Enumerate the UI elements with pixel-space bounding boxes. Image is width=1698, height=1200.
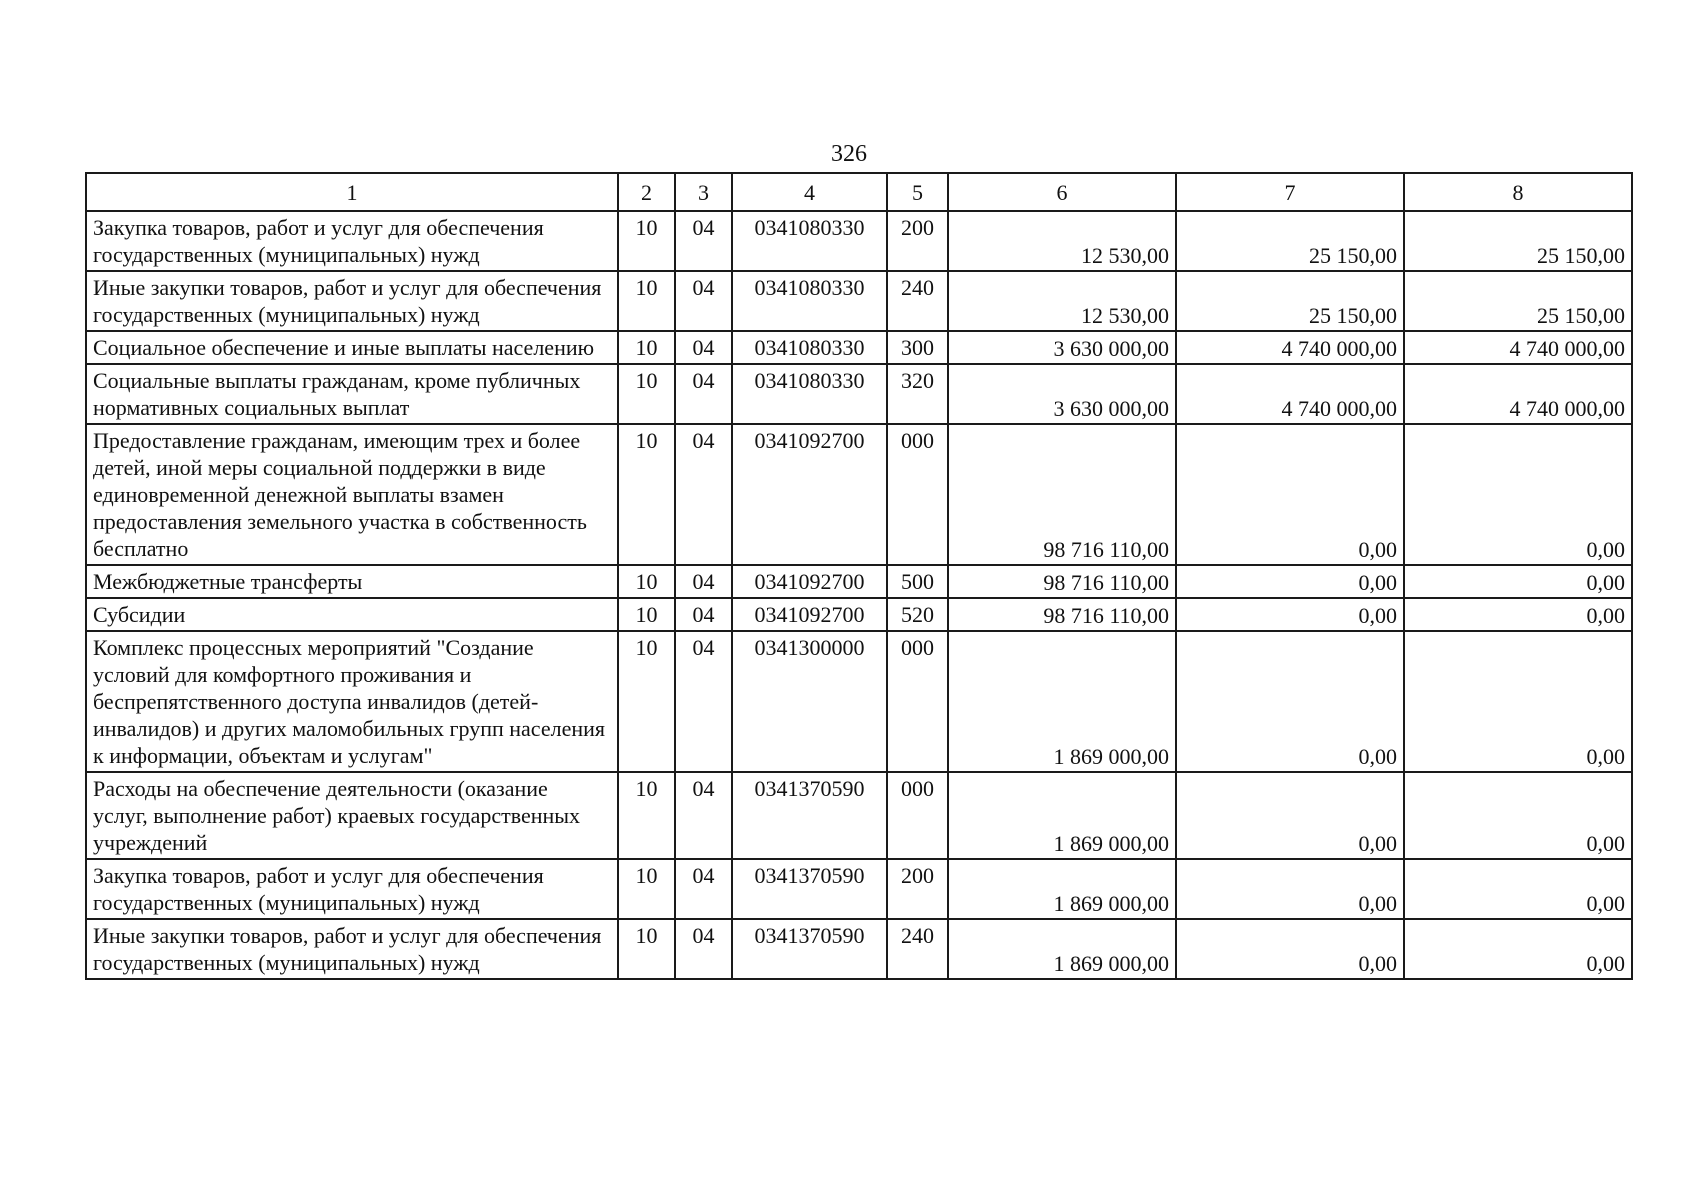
subsection-code-cell: 04 xyxy=(675,919,732,979)
target-article-code-cell: 0341092700 xyxy=(732,424,887,565)
amount-cell-col8: 0,00 xyxy=(1404,772,1632,859)
row-name-cell: Иные закупки товаров, работ и услуг для обеспечения государственных (муниципальных) нужд xyxy=(86,271,618,331)
table-row xyxy=(86,331,1632,364)
section-code-cell: 10 xyxy=(618,859,675,919)
subsection-code-cell: 04 xyxy=(675,424,732,565)
row-name-cell: Социальные выплаты гражданам, кроме публичных нормативных социальных выплат xyxy=(86,364,618,424)
subsection-code-cell: 04 xyxy=(675,631,732,772)
table-row xyxy=(86,919,1632,979)
amount-cell-col7: 0,00 xyxy=(1176,631,1404,772)
amount-cell-col8: 0,00 xyxy=(1404,424,1632,565)
table-row xyxy=(86,598,1632,631)
expense-type-code-cell: 200 xyxy=(887,859,948,919)
table-header xyxy=(86,173,1632,211)
row-name-cell: Комплекс процессных мероприятий "Создание условий для комфортного проживания и беспрепятственного доступа инвалидов (детей-инвалидов) и других маломобильных групп населения к информации, объектам и услугам" xyxy=(86,631,618,772)
amount-cell-col6: 98 716 110,00 xyxy=(948,598,1176,631)
target-article-code-cell: 0341080330 xyxy=(732,364,887,424)
amount-cell-col7: 25 150,00 xyxy=(1176,211,1404,271)
amount-cell-col6: 98 716 110,00 xyxy=(948,424,1176,565)
amount-cell-col7: 0,00 xyxy=(1176,772,1404,859)
subsection-code-cell: 04 xyxy=(675,364,732,424)
row-name-cell: Социальное обеспечение и иные выплаты населению xyxy=(86,331,618,364)
amount-cell-col8: 0,00 xyxy=(1404,859,1632,919)
table-row xyxy=(86,211,1632,271)
amount-cell-col7: 0,00 xyxy=(1176,919,1404,979)
amount-cell-col8: 25 150,00 xyxy=(1404,271,1632,331)
subsection-code-cell: 04 xyxy=(675,859,732,919)
subsection-code-cell: 04 xyxy=(675,598,732,631)
table-row xyxy=(86,772,1632,859)
section-code-cell: 10 xyxy=(618,331,675,364)
target-article-code-cell: 0341092700 xyxy=(732,565,887,598)
row-name-cell: Закупка товаров, работ и услуг для обеспечения государственных (муниципальных) нужд xyxy=(86,211,618,271)
expense-type-code-cell: 000 xyxy=(887,631,948,772)
expense-type-code-cell: 520 xyxy=(887,598,948,631)
expense-type-code-cell: 500 xyxy=(887,565,948,598)
target-article-code-cell: 0341370590 xyxy=(732,859,887,919)
expense-type-code-cell: 240 xyxy=(887,919,948,979)
subsection-code-cell: 04 xyxy=(675,565,732,598)
amount-cell-col8: 0,00 xyxy=(1404,565,1632,598)
target-article-code-cell: 0341092700 xyxy=(732,598,887,631)
section-code-cell: 10 xyxy=(618,772,675,859)
section-code-cell: 10 xyxy=(618,565,675,598)
column-header-5: 5 xyxy=(887,173,948,211)
amount-cell-col6: 12 530,00 xyxy=(948,211,1176,271)
section-code-cell: 10 xyxy=(618,424,675,565)
amount-cell-col7: 0,00 xyxy=(1176,424,1404,565)
subsection-code-cell: 04 xyxy=(675,772,732,859)
expense-type-code-cell: 240 xyxy=(887,271,948,331)
row-name-cell: Субсидии xyxy=(86,598,618,631)
column-header-6: 6 xyxy=(948,173,1176,211)
expense-type-code-cell: 200 xyxy=(887,211,948,271)
amount-cell-col8: 0,00 xyxy=(1404,919,1632,979)
row-name-cell: Расходы на обеспечение деятельности (оказание услуг, выполнение работ) краевых государственных учреждений xyxy=(86,772,618,859)
section-code-cell: 10 xyxy=(618,211,675,271)
amount-cell-col6: 12 530,00 xyxy=(948,271,1176,331)
amount-cell-col7: 25 150,00 xyxy=(1176,271,1404,331)
section-code-cell: 10 xyxy=(618,271,675,331)
budget-table xyxy=(85,172,1633,980)
column-header-8: 8 xyxy=(1404,173,1632,211)
target-article-code-cell: 0341080330 xyxy=(732,331,887,364)
table-row xyxy=(86,859,1632,919)
column-header-1: 1 xyxy=(86,173,618,211)
expense-type-code-cell: 300 xyxy=(887,331,948,364)
amount-cell-col6: 1 869 000,00 xyxy=(948,631,1176,772)
page-number: 326 xyxy=(831,141,867,167)
subsection-code-cell: 04 xyxy=(675,211,732,271)
section-code-cell: 10 xyxy=(618,631,675,772)
subsection-code-cell: 04 xyxy=(675,271,732,331)
amount-cell-col7: 0,00 xyxy=(1176,565,1404,598)
target-article-code-cell: 0341080330 xyxy=(732,271,887,331)
expense-type-code-cell: 000 xyxy=(887,424,948,565)
amount-cell-col8: 4 740 000,00 xyxy=(1404,364,1632,424)
row-name-cell: Закупка товаров, работ и услуг для обеспечения государственных (муниципальных) нужд xyxy=(86,859,618,919)
target-article-code-cell: 0341300000 xyxy=(732,631,887,772)
amount-cell-col7: 0,00 xyxy=(1176,859,1404,919)
amount-cell-col8: 25 150,00 xyxy=(1404,211,1632,271)
row-name-cell: Межбюджетные трансферты xyxy=(86,565,618,598)
expense-type-code-cell: 320 xyxy=(887,364,948,424)
target-article-code-cell: 0341370590 xyxy=(732,919,887,979)
section-code-cell: 10 xyxy=(618,919,675,979)
table-row xyxy=(86,631,1632,772)
amount-cell-col6: 3 630 000,00 xyxy=(948,331,1176,364)
column-header-2: 2 xyxy=(618,173,675,211)
amount-cell-col8: 0,00 xyxy=(1404,598,1632,631)
table-row xyxy=(86,271,1632,331)
table-body xyxy=(86,211,1632,979)
subsection-code-cell: 04 xyxy=(675,331,732,364)
column-header-3: 3 xyxy=(675,173,732,211)
table-row xyxy=(86,565,1632,598)
amount-cell-col7: 4 740 000,00 xyxy=(1176,331,1404,364)
table-row xyxy=(86,424,1632,565)
amount-cell-col8: 0,00 xyxy=(1404,631,1632,772)
column-header-7: 7 xyxy=(1176,173,1404,211)
column-header-4: 4 xyxy=(732,173,887,211)
target-article-code-cell: 0341080330 xyxy=(732,211,887,271)
amount-cell-col6: 1 869 000,00 xyxy=(948,772,1176,859)
row-name-cell: Иные закупки товаров, работ и услуг для обеспечения государственных (муниципальных) нужд xyxy=(86,919,618,979)
amount-cell-col6: 3 630 000,00 xyxy=(948,364,1176,424)
amount-cell-col6: 98 716 110,00 xyxy=(948,565,1176,598)
row-name-cell: Предоставление гражданам, имеющим трех и более детей, иной меры социальной поддержки в виде единовременной денежной выплаты взамен предоставления земельного участка в собственность бесплатно xyxy=(86,424,618,565)
amount-cell-col6: 1 869 000,00 xyxy=(948,859,1176,919)
amount-cell-col7: 0,00 xyxy=(1176,598,1404,631)
section-code-cell: 10 xyxy=(618,364,675,424)
expense-type-code-cell: 000 xyxy=(887,772,948,859)
amount-cell-col8: 4 740 000,00 xyxy=(1404,331,1632,364)
section-code-cell: 10 xyxy=(618,598,675,631)
amount-cell-col7: 4 740 000,00 xyxy=(1176,364,1404,424)
column-number-row xyxy=(86,173,1632,211)
table-row xyxy=(86,364,1632,424)
amount-cell-col6: 1 869 000,00 xyxy=(948,919,1176,979)
target-article-code-cell: 0341370590 xyxy=(732,772,887,859)
